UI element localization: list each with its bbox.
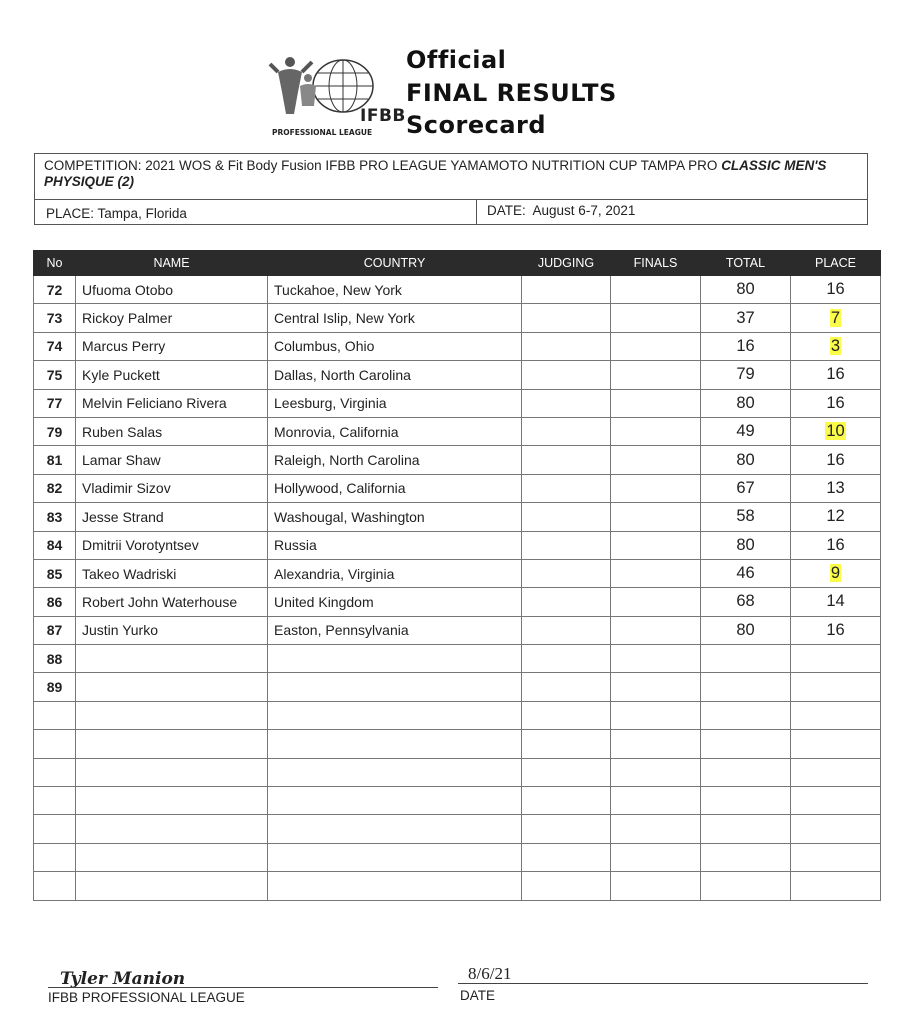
cell-total: 16 [701,332,791,360]
cell-judging [522,588,611,616]
cell-no [34,730,76,758]
cell-total [701,730,791,758]
signature-line [48,987,438,988]
cell-total [701,843,791,871]
competition-info-box [34,153,868,225]
cell-judging [522,503,611,531]
competition-label: COMPETITION: [44,158,142,173]
cell-total [701,815,791,843]
cell-name: Rickoy Palmer [76,304,268,332]
cell-finals [611,389,701,417]
cell-total [701,872,791,900]
highlighted-place: 3 [830,336,841,355]
cell-total: 79 [701,361,791,389]
cell-judging [522,389,611,417]
cell-finals [611,588,701,616]
cell-total: 80 [701,616,791,644]
competition-line [44,158,859,190]
cell-country: Tuckahoe, New York [268,276,522,304]
cell-judging [522,474,611,502]
cell-country: Monrovia, California [268,417,522,445]
cell-judging [522,673,611,701]
table-row [34,645,881,673]
cell-place [791,787,881,815]
cell-total [701,787,791,815]
highlighted-place: 10 [826,422,845,441]
cell-total: 68 [701,588,791,616]
cell-judging [522,417,611,445]
cell-place [791,332,881,360]
cell-no: 74 [34,332,76,360]
header-name: NAME [76,251,268,276]
division-name: CLASSIC MEN'S PHYSIQUE (2) [44,158,827,189]
cell-judging [522,730,611,758]
cell-place: 16 [791,389,881,417]
cell-no: 88 [34,645,76,673]
cell-finals [611,503,701,531]
cell-no: 84 [34,531,76,559]
cell-country [268,872,522,900]
cell-country: Easton, Pennsylvania [268,616,522,644]
header-country: COUNTRY [268,251,522,276]
cell-no: 82 [34,474,76,502]
cell-no: 79 [34,417,76,445]
table-row [34,758,881,786]
cell-country: Hollywood, California [268,474,522,502]
cell-total: 80 [701,389,791,417]
cell-place: 13 [791,474,881,502]
cell-name [76,673,268,701]
cell-no [34,701,76,729]
cell-place: 16 [791,446,881,474]
cell-total: 80 [701,276,791,304]
cell-no [34,872,76,900]
header-judging: JUDGING [522,251,611,276]
cell-finals [611,673,701,701]
cell-no: 75 [34,361,76,389]
table-row [34,815,881,843]
cell-finals [611,758,701,786]
cell-judging [522,361,611,389]
cell-total [701,673,791,701]
cell-place: 12 [791,503,881,531]
cell-judging [522,446,611,474]
cell-finals [611,417,701,445]
table-row [34,559,881,587]
cell-judging [522,332,611,360]
competition-value: 2021 WOS & Fit Body Fusion IFBB PRO LEAGUE YAMAMOTO NUTRITION CUP TAMPA PRO [145,158,718,173]
cell-country [268,730,522,758]
cell-no [34,843,76,871]
cell-name: Takeo Wadriski [76,559,268,587]
table-row [34,843,881,871]
cell-no [34,815,76,843]
cell-name: Ruben Salas [76,417,268,445]
cell-place [791,701,881,729]
highlighted-place: 7 [830,308,841,327]
header-finals: FINALS [611,251,701,276]
cell-no [34,787,76,815]
signature: Tyler Manion [60,969,186,989]
cell-judging [522,616,611,644]
cell-finals [611,474,701,502]
cell-country: Central Islip, New York [268,304,522,332]
cell-judging [522,701,611,729]
header-no: No [34,251,76,276]
cell-total: 37 [701,304,791,332]
place-field [46,206,187,221]
results-body [34,276,881,901]
logo-pro-league-text: PROFESSIONAL LEAGUE [272,128,373,137]
header-place: PLACE [791,251,881,276]
cell-place [791,645,881,673]
cell-judging [522,872,611,900]
results-table [33,250,881,901]
table-row [34,276,881,304]
cell-no: 77 [34,389,76,417]
table-row [34,531,881,559]
place-label: PLACE: [46,206,95,221]
cell-finals [611,730,701,758]
cell-country [268,645,522,673]
table-row [34,673,881,701]
table-header-row [34,251,881,276]
cell-place [791,730,881,758]
cell-country: United Kingdom [268,588,522,616]
cell-total: 46 [701,559,791,587]
cell-country [268,787,522,815]
cell-judging [522,559,611,587]
cell-name: Dmitrii Vorotyntsev [76,531,268,559]
cell-name [76,815,268,843]
table-row [34,787,881,815]
header-total: TOTAL [701,251,791,276]
cell-finals [611,872,701,900]
cell-finals [611,276,701,304]
table-row [34,389,881,417]
table-row [34,304,881,332]
cell-judging [522,843,611,871]
table-row [34,417,881,445]
cell-place [791,673,881,701]
cell-name: Ufuoma Otobo [76,276,268,304]
table-row [34,446,881,474]
cell-finals [611,645,701,673]
cell-no: 72 [34,276,76,304]
table-row [34,503,881,531]
cell-place [791,304,881,332]
cell-no: 81 [34,446,76,474]
cell-total: 80 [701,446,791,474]
cell-name: Kyle Puckett [76,361,268,389]
date-value: August 6-7, 2021 [532,203,636,218]
cell-judging [522,276,611,304]
cell-place [791,815,881,843]
cell-name: Robert John Waterhouse [76,588,268,616]
cell-country: Russia [268,531,522,559]
table-row [34,701,881,729]
signature-label: IFBB PROFESSIONAL LEAGUE [48,990,245,1005]
cell-name: Vladimir Sizov [76,474,268,502]
cell-country: Columbus, Ohio [268,332,522,360]
cell-finals [611,446,701,474]
table-row [34,872,881,900]
cell-place [791,758,881,786]
cell-finals [611,616,701,644]
cell-country [268,701,522,729]
cell-name [76,758,268,786]
cell-country [268,843,522,871]
cell-total [701,645,791,673]
cell-place: 16 [791,276,881,304]
cell-total [701,758,791,786]
place-value: Tampa, Florida [97,206,187,221]
cell-no: 83 [34,503,76,531]
cell-no: 86 [34,588,76,616]
highlighted-place: 9 [830,564,841,583]
table-row [34,588,881,616]
cell-finals [611,787,701,815]
cell-place [791,872,881,900]
cell-name [76,843,268,871]
cell-place: 14 [791,588,881,616]
cell-judging [522,815,611,843]
cell-place [791,417,881,445]
table-row [34,361,881,389]
cell-finals [611,361,701,389]
cell-country [268,673,522,701]
cell-finals [611,304,701,332]
cell-finals [611,843,701,871]
cell-place [791,843,881,871]
cell-no: 85 [34,559,76,587]
cell-judging [522,787,611,815]
cell-total: 58 [701,503,791,531]
table-row [34,332,881,360]
cell-judging [522,304,611,332]
table-row [34,474,881,502]
cell-country: Leesburg, Virginia [268,389,522,417]
cell-total [701,701,791,729]
title-scorecard: Scorecard [406,111,547,139]
cell-name [76,701,268,729]
cell-country [268,758,522,786]
cell-name: Melvin Feliciano Rivera [76,389,268,417]
table-row [34,616,881,644]
info-divider [35,199,867,200]
cell-country: Dallas, North Carolina [268,361,522,389]
document-title [406,44,617,142]
table-row [34,730,881,758]
cell-name [76,645,268,673]
cell-name: Marcus Perry [76,332,268,360]
cell-finals [611,332,701,360]
logo-ifbb-text: IFBB [360,106,406,126]
cell-country: Alexandria, Virginia [268,559,522,587]
cell-total: 80 [701,531,791,559]
title-final-results: FINAL RESULTS [406,78,617,107]
cell-no: 87 [34,616,76,644]
date-field [487,203,635,218]
cell-finals [611,815,701,843]
cell-finals [611,531,701,559]
cell-country: Raleigh, North Carolina [268,446,522,474]
cell-no [34,758,76,786]
cell-name [76,872,268,900]
handwritten-date: 8/6/21 [468,964,512,983]
cell-place: 16 [791,531,881,559]
cell-country: Washougal, Washington [268,503,522,531]
cell-total: 67 [701,474,791,502]
title-official: Official [406,46,507,74]
date-line [458,983,868,984]
cell-judging [522,531,611,559]
cell-name [76,730,268,758]
cell-finals [611,701,701,729]
cell-name [76,787,268,815]
cell-no: 89 [34,673,76,701]
cell-name: Lamar Shaw [76,446,268,474]
cell-finals [611,559,701,587]
cell-no: 73 [34,304,76,332]
cell-place: 16 [791,361,881,389]
date-footer-label: DATE [460,988,496,1003]
cell-judging [522,645,611,673]
cell-country [268,815,522,843]
cell-judging [522,758,611,786]
cell-place [791,559,881,587]
cell-name: Jesse Strand [76,503,268,531]
date-label: DATE: [487,203,526,218]
cell-total: 49 [701,417,791,445]
info-vertical-divider [476,199,477,224]
ifbb-logo [268,48,406,138]
cell-name: Justin Yurko [76,616,268,644]
cell-place: 16 [791,616,881,644]
